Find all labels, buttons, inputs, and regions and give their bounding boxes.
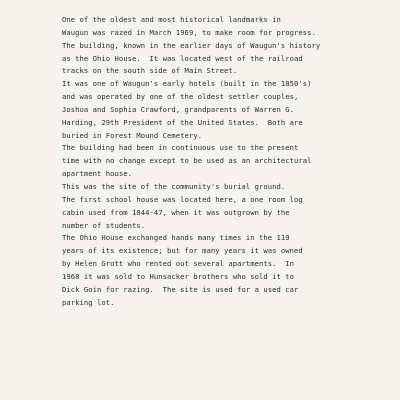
text-line: Joshua and Sophia Crawford, grandparents of Warren G. — [62, 104, 294, 114]
text-line: Harding, 29th President of the United States. Both are — [62, 117, 303, 127]
text-line: time with no change except to be used as an architectural — [62, 156, 312, 166]
text-line: The Ohio House exchanged hands many times in the 119 — [62, 233, 290, 243]
typed-text-body — [62, 14, 382, 309]
text-line: cabin used from 1844-47, when it was outgrown by the — [62, 207, 290, 217]
text-line: The first school house was located here, a one room log — [62, 194, 303, 204]
text-line: years of its existence; but for many years it was owned — [62, 246, 303, 256]
text-line: as the Ohio House. It was located west of the railroad — [62, 53, 303, 63]
text-line: by Helen Grott who rented out several apartments. In — [62, 259, 294, 269]
text-line: buried in Forest Mound Cemetery. — [62, 130, 203, 140]
text-line: number of students. — [62, 220, 146, 230]
text-line: The building had been in continuous use to the present — [62, 143, 299, 153]
text-line: and was operated by one of the oldest settler couples, — [62, 92, 299, 102]
text-line: apartment house. — [62, 169, 133, 179]
text-line: The building, known in the earlier days of Waugun's history — [62, 40, 321, 50]
text-line: One of the oldest and most historical landmarks in — [62, 15, 281, 24]
text-line: It was one of Waugun's early hotels (built in the 1850's) — [62, 79, 312, 89]
text-line: tracks on the south side of Main Street. — [62, 66, 238, 76]
text-line: Dick Goin for razing. The site is used for a used car — [62, 284, 299, 294]
text-line: 1968 it was sold to Hunsacker brothers who sold it to — [62, 271, 294, 281]
text-line: This was the site of the community's burial ground. — [62, 181, 286, 191]
text-line: Waugun was razed in March 1969, to make room for progress. — [62, 27, 316, 37]
text-line: parking lot. — [62, 297, 115, 307]
